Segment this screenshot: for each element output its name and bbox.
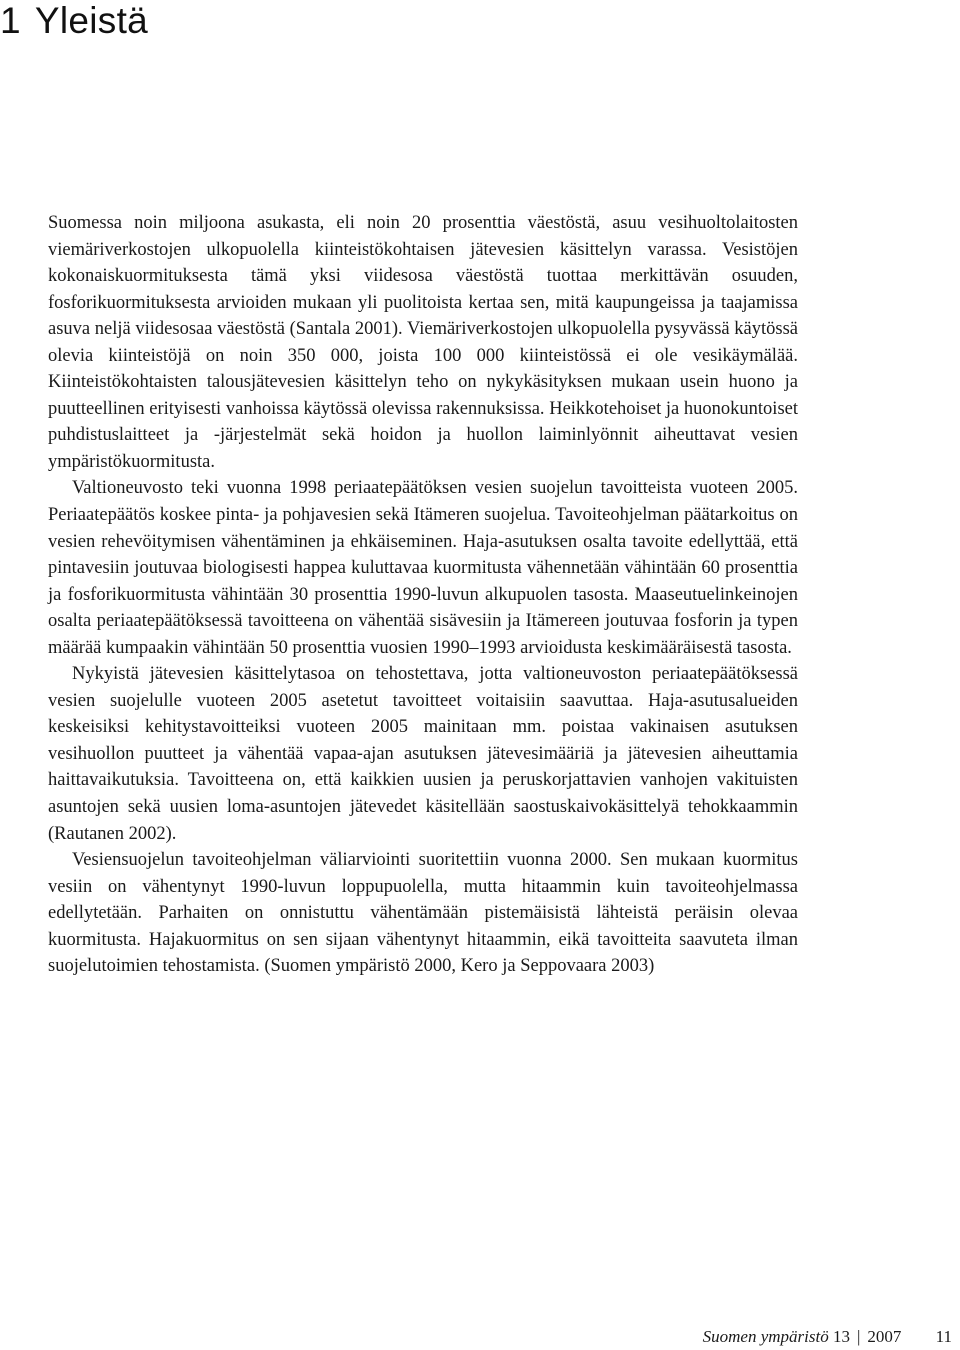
footer-publication: Suomen ympäristö [702,1327,829,1346]
footer-year: 2007 [867,1327,902,1346]
chapter-heading [0,0,148,44]
footer-issue: 13 [832,1327,850,1346]
footer-separator: | [856,1327,861,1346]
paragraph-interim-evaluation: Vesiensuojelun tavoiteohjelman väliarviointi suoritettiin vuonna 2000. Sen mukaan kuormitus vesiin on vähentynyt 1990-luvun loppupuolella, mutta hitaammin kuin tavoiteohjelmassa edellytetään. Parhaiten on onnistuttu vähentämään pistemäisistä lähteistä peräisin olevaa kuormitusta. Hajakuormitus on sen sijaan vähentynyt hitaammin, eikä tavoitteita saavuteta ilman suojelutoimien tehostamista. (Suomen ympäristö 2000, Kero ja Seppovaara 2003) [48,850,798,977]
chapter-number: 1 [0,0,21,41]
page-number: 11 [935,1327,952,1346]
paragraph-government-decision: Valtioneuvosto teki vuonna 1998 periaatepäätöksen vesien suojelun tavoitteista vuoteen 2005. Periaatepäätös koskee pinta- ja pohjavesien sekä Itämeren suojelua. Tavoiteohjelman päätarkoitus on vesien rehevöitymisen vähentäminen ja ehkäiseminen. Haja-asutuksen osalta tavoite edellyttää, että pintavesiin joutuvaa biologisesti happea kuluttavaa kuormitusta vähennetään vähintään 60 prosenttia ja fosforikuormitusta vähintään 30 prosenttia 1990-luvun alkupuolen tasosta. Maaseutuelinkeinojen osalta periaatepäätöksessä tavoitteena on vähentää sisävesiin ja Itämereen joutuvaa fosforin ja typen määrää kumpaakin vähintään 50 prosenttia vuosien 1990–1993 arvioidusta keskimääräisestä tasosta. [48,478,798,658]
chapter-title: Yleistä [34,0,149,41]
page-footer [703,1326,952,1348]
paragraph-intro: Suomessa noin miljoona asukasta, eli noin 20 prosenttia väestöstä, asuu vesihuoltolaitosten viemäriverkostojen ulkopuolella kiinteistökohtaisen jätevesien käsittelyn varassa. Vesistöjen kokonaiskuormituksesta tämä yksi viidesosa väestöstä tuottaa merkittävän osuuden, fosforikuormituksesta arvioiden mukaan yli puolitoista kertaa sen, mitä kaupungeissa ja taajamissa asuva neljä viidesosaa väestöstä (Santala 2001). Viemäriverkostojen ulkopuolella pysyvässä käytössä olevia kiinteistöjä on noin 350 000, joista 100 000 kiinteistössä ei ole vesikäymälää. Kiinteistökohtaisten talousjätevesien käsittelyn teho on nykykäsityksen mukaan usein huono ja puutteellinen erityisesti vanhoissa käytössä olevissa rakennuksissa. Heikkotehoiset ja huonokuntoiset puhdistuslaitteet ja -järjestelmät sekä hoidon ja huollon laiminlyönnit aiheuttavat vesien ympäristökuormitusta. [48,213,798,472]
body-text [48,210,798,980]
paragraph-treatment-level: Nykyistä jätevesien käsittelytasoa on tehostettava, jotta valtioneuvoston periaatepäätöksessä vesien suojelulle vuoteen 2005 asetetut tavoitteet voitaisiin saavuttaa. Haja-asutusalueiden keskeisiksi kehitystavoitteiksi vuoteen 2005 mainitaan mm. poistaa vakinaisen asutuksen vesihuollon puutteet ja vähentää vapaa-ajan asutuksen jätevesimääriä ja jätevesien aiheuttamia haittavaikutuksia. Tavoitteena on, että kaikkien uusien ja peruskorjattavien vanhojen vakituisten asuntojen sekä uusien loma-asuntojen jätevedet käsitellään saostuskaivokäsittelyä tehokkaammin (Rautanen 2002). [48,664,798,844]
